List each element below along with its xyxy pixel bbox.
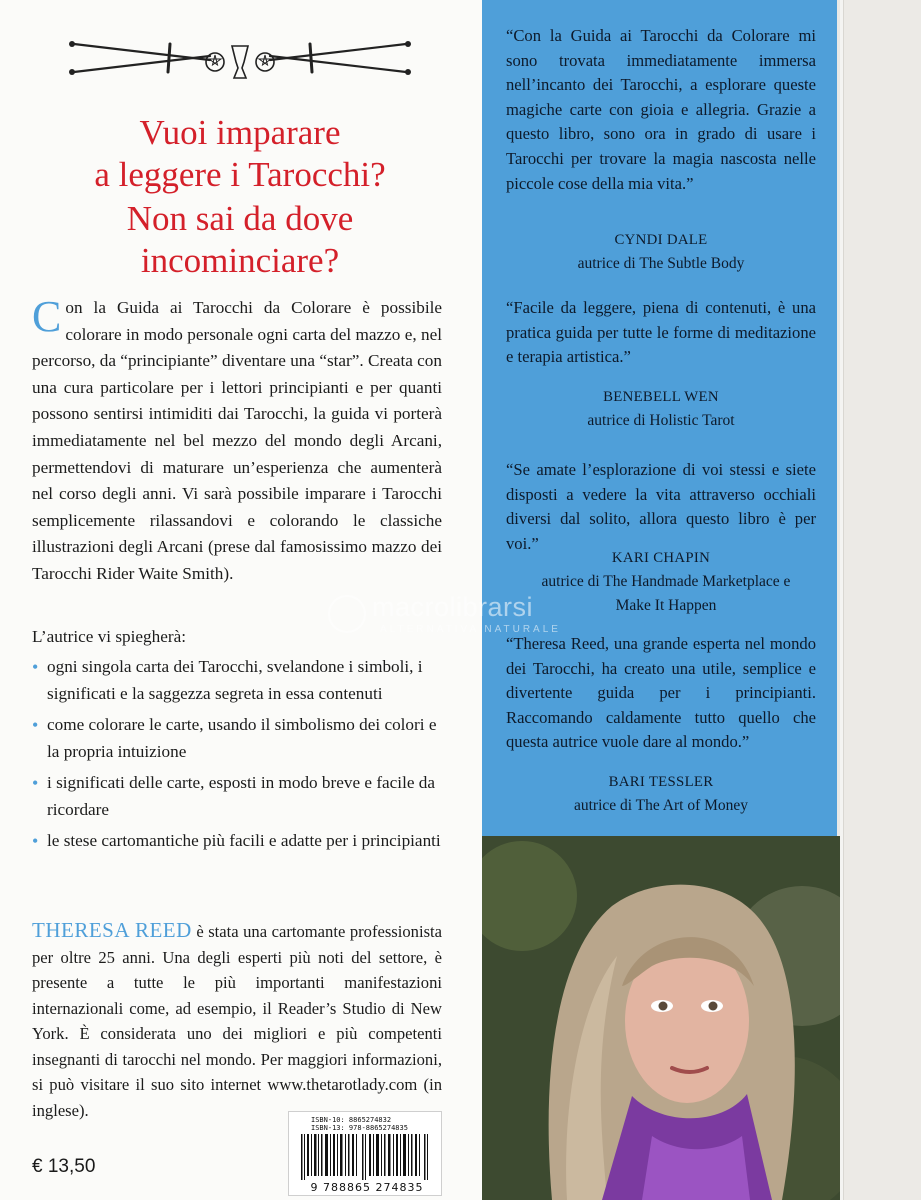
watermark-logo-icon [328,595,366,633]
bullet-icon: • [32,831,39,851]
bullets-lead: L’autrice vi spiegherà: [32,627,186,646]
testimonial-role: autrice di The Art of Money [573,797,749,814]
bullet-icon: • [32,773,39,793]
list-item [32,654,442,707]
testimonial-name: BARI TESSLER [608,774,714,790]
author-bio-text: è stata una cartomante professionista per oltre 25 anni. Una degli esperti più noti del settore, è presente a tutte le più importanti manifestazioni internazionali come, ad esempio, il Reader’s Studio di New York. È considerata uno dei migliori e più competenti insegnanti di tarocchi nel mondo. Per maggiori informazioni, si può visitare il suo sito internet www.thetarotlady.com (in inglese). [32,922,443,1120]
list-item [32,770,442,823]
barcode-number: 9 788865 274835 [310,1181,424,1194]
headline-line: a leggere i Tarocchi? [94,155,386,194]
author-bio [32,918,442,1123]
testimonial-quote: “Facile da leggere, piena di contenuti, è una pratica guida per tutte le forme di meditazione e terapia artistica.” [506,298,816,367]
tarot-swords-ornament-icon [60,32,420,88]
list-item [32,828,442,855]
isbn-10: ISBN-10: 8865274832 [311,1116,392,1124]
barcode-icon [299,1134,433,1180]
headline-line: Vuoi imparare [139,113,341,152]
list-item-text: ogni singola carta dei Tarocchi, svelandone i simboli, i significati e la saggezza segreta in essa contenuti [47,657,423,703]
testimonial-role: autrice di The Handmade Marketplace e Make It Happen [541,573,791,614]
testimonial-name: KARI CHAPIN [611,550,711,566]
headline-line: incominciare? [140,241,340,280]
watermark-tagline: ALTERNATIVA NATURALE [380,624,561,635]
testimonial-name: BENEBELL WEN [603,389,719,405]
barcode-label [288,1111,442,1196]
list-item-text: le stese cartomantiche più facili e adatte per i principianti [47,831,441,850]
testimonial-quote: “Con la Guida ai Tarocchi da Colorare mi sono trovata immediatamente immersa nell’incanto dei Tarocchi, a esplorare queste magiche carte con gioia e allegria. Grazie a questo libro, sono ora in grado di usare i Tarocchi per trovare la magia nascosta nelle piccole cose della mia vita.” [506,26,816,193]
watermark-brand: macrolibrarsi [372,592,534,622]
testimonials-panel [482,0,840,836]
headline-question-1 [40,112,440,196]
book-spine-edge [843,0,921,1200]
isbn-13: ISBN-13: 978-8865274835 [311,1124,408,1132]
intro-paragraph [32,292,442,588]
list-item [32,712,442,765]
testimonial-name: CYNDI DALE [614,232,708,248]
testimonial-quote: “Theresa Reed, una grande esperta nel mondo dei Tarocchi, ha creato una utile, semplice e divertente guida per i principianti. Raccomando caldamente tutto quello che questa autrice vuole dare al mondo.” [506,634,816,752]
headline-question-2 [40,198,440,282]
intro-text: on la Guida ai Tarocchi da Colorare è possibile colorare in modo personale ogni carta del mazzo e, nel percorso, da “principiante” diventare una “star”. Creata con una cura particolare per i lettori principianti e per quanti possono sentirsi intimiditi dai Tarocchi, la guida vi porterà immediatamente nel bel mezzo del mondo degli Arcani, permettendovi di maturare un’esperienza che aumenterà nel corso degli anni. Vi sarà possibile imparare i Tarocchi semplicemente rilassandovi e colorando le classiche illustrazioni degli Arcani (prese dal famosissimo mazzo dei Tarocchi Rider Waite Smith). [32,298,442,583]
author-name: THERESA REED [32,918,192,942]
testimonial-quote: “Se amate l’esplorazione di voi stessi e siete disposti a vedere la vita attraverso occhiali diversi dal solito, allora questo libro è per voi.” [506,460,816,553]
feature-list [32,654,442,860]
list-item-text: i significati delle carte, esposti in modo breve e facile da ricordare [47,773,436,819]
testimonial-role: autrice di Holistic Tarot [587,412,735,429]
price: € 13,50 [32,1156,96,1177]
headline-line: Non sai da dove [126,199,354,238]
watermark [328,592,628,640]
author-portrait-image [482,836,840,1200]
bullet-icon: • [32,715,39,735]
drop-cap: C [32,292,62,341]
bullet-icon: • [32,657,39,677]
list-item-text: come colorare le carte, usando il simbolismo dei colori e la propria intuizione [47,715,437,761]
testimonial-role: autrice di The Subtle Body [577,255,745,272]
author-photo [482,836,840,1200]
